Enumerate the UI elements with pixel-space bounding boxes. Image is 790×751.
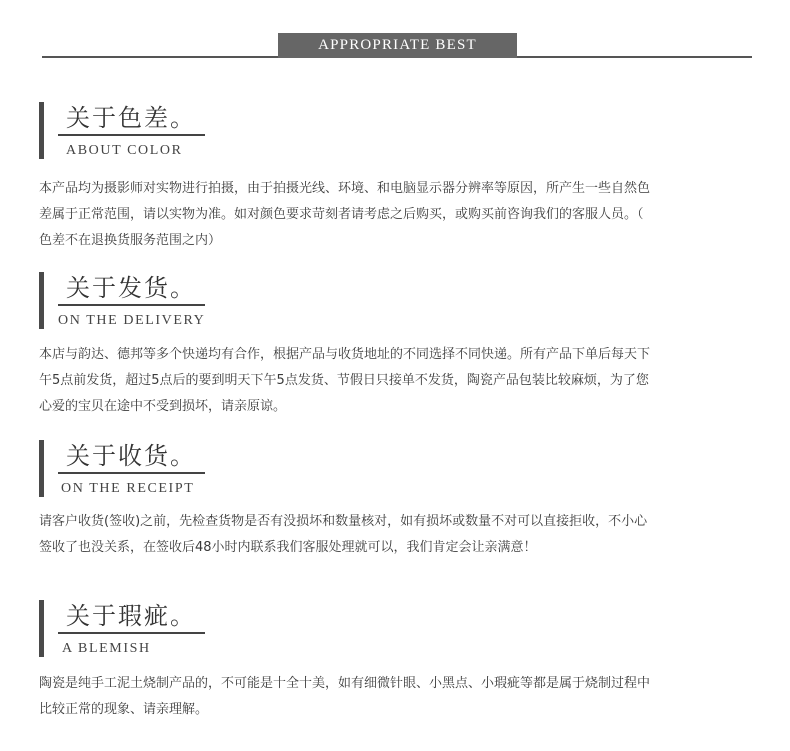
section-title-underline: [58, 632, 205, 634]
section-title-underline: [58, 472, 205, 474]
section-body-on-the-receipt: [39, 509, 754, 561]
section-title-underline: [58, 304, 205, 306]
section-subtitle: A BLEMISH: [62, 641, 151, 656]
section-accent-bar: [39, 440, 44, 497]
section-accent-bar: [39, 102, 44, 159]
section-body-about-color: [39, 176, 754, 254]
section-title: 关于瑕疵。: [66, 602, 196, 630]
body-line: 陶瓷是纯手工泥土烧制产品的，不可能是十全十美，如有细微针眼、小黑点、小瑕疵等都是属于烧制过程中: [39, 676, 651, 691]
body-line: 本产品均为摄影师对实物进行拍摄，由于拍摄光线、环境、和电脑显示器分辨率等原因，所产生一些自然色: [39, 181, 651, 196]
banner-title: APPROPRIATE BEST: [278, 33, 517, 58]
section-accent-bar: [39, 272, 44, 329]
section-subtitle: ON THE DELIVERY: [58, 313, 206, 328]
section-accent-bar: [39, 600, 44, 657]
section-title: 关于发货。: [66, 274, 196, 302]
body-line: 本店与韵达、德邦等多个快递均有合作，根据产品与收货地址的不同选择不同快递。所有产品下单后每天下: [39, 347, 651, 362]
section-title: 关于色差。: [66, 104, 196, 132]
body-line: 色差不在退换货服务范围之内）: [39, 233, 222, 248]
body-line: 差属于正常范围，请以实物为准。如对颜色要求苛刻者请考虑之后购买，或购买前咨询我们的客服人员。（: [39, 207, 644, 222]
section-title: 关于收货。: [66, 442, 196, 470]
body-line: 心爱的宝贝在途中不受到损坏，请亲原谅。: [39, 399, 287, 414]
body-line: 请客户收货(签收)之前，先检查货物是否有没损坏和数量核对，如有损坏或数量不对可以直接拒收，不小心: [39, 514, 648, 529]
section-subtitle: ABOUT COLOR: [66, 143, 183, 158]
body-line: 签收了也没关系，在签收后48小时内联系我们客服处理就可以，我们肯定会让亲满意！: [39, 540, 537, 555]
body-line: 比较正常的现象、请亲理解。: [39, 702, 209, 717]
section-title-underline: [58, 134, 205, 136]
section-subtitle: ON THE RECEIPT: [61, 481, 195, 496]
body-line: 午5点前发货，超过5点后的要到明天下午5点发货、节假日只接单不发货，陶瓷产品包装比较麻烦，为了您: [39, 373, 649, 388]
section-body-a-blemish: [39, 671, 754, 723]
section-body-on-the-delivery: [39, 342, 754, 420]
